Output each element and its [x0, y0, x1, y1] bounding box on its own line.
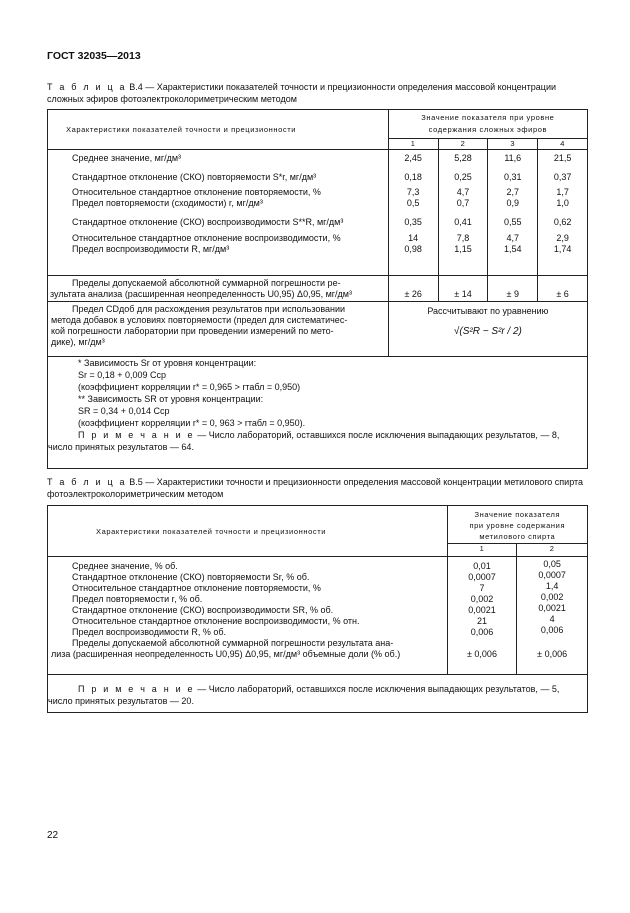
table4-labels: [48, 150, 389, 276]
remark-text: — Число лабораторий, оставшихся после исключения выпадающих результатов, — 5,: [197, 684, 560, 694]
cell: 1,4: [545, 581, 559, 591]
table5-colnum: 2: [517, 544, 588, 557]
table-row-label: Стандартное отклонение (СКО) повторяемости S*r, мг/дм³: [72, 172, 317, 182]
cell: [448, 638, 517, 649]
table-row-label: Относительное стандартное отклонение повторяемости, %: [72, 187, 321, 197]
table4-col-header: Характеристики показателей точности и прецизионности: [48, 110, 389, 150]
remark-text-2: число принятых результатов — 64.: [48, 442, 194, 452]
remark-label: П р и м е ч а н и е: [78, 684, 195, 694]
cell: 0,0007: [468, 572, 496, 582]
table5-labels: [48, 557, 448, 675]
cell: ± 6: [538, 276, 588, 302]
cell: 4,7: [506, 233, 520, 243]
table-row-label: Предел повторяемости r, % об.: [72, 594, 203, 604]
table5-col1: [447, 557, 517, 675]
table4-cd-formula-cell: [388, 302, 587, 357]
cell: ± 0,006: [466, 649, 497, 659]
table4-error-label: [48, 276, 389, 302]
page-number: 22: [47, 830, 59, 841]
cell: ± 14: [438, 276, 488, 302]
cell: 0,37: [553, 172, 572, 182]
cell: 2,45: [404, 153, 422, 163]
cell: 4: [549, 614, 555, 624]
cell: ± 0,006: [537, 649, 568, 659]
table-4: [47, 109, 588, 469]
cell: 0,35: [404, 217, 422, 227]
table-row-label: Стандартное отклонение (СКО) воспроизводимости SR, % об.: [72, 605, 334, 615]
cell: 0,55: [504, 217, 522, 227]
table4-caption: [47, 81, 587, 105]
cell: 0,31: [504, 172, 522, 182]
cell: 0,5: [406, 198, 420, 208]
table4-colnum: 2: [438, 139, 488, 150]
cell: 0,62: [553, 217, 572, 227]
table-row-label: Относительное стандартное отклонение повторяемости, %: [72, 583, 321, 593]
table5-caption-text: В.5 — Характеристики точности и прецизионности определения массовой концентрации метилового спирта фотоэлектроколориметрическим методом: [47, 477, 584, 499]
table4-colnum: 4: [538, 139, 588, 150]
table-row-label: Среднее значение, % об.: [72, 561, 178, 571]
remark-text-2: число принятых результатов — 20.: [48, 696, 194, 706]
cell: 7: [479, 583, 485, 593]
cell: 1,15: [454, 244, 472, 254]
table5-col2: [517, 557, 588, 675]
table-row-label: Среднее значение, мг/дм³: [72, 153, 182, 163]
table4-col2: [438, 150, 488, 276]
note-line: ** Зависимость SR от уровня концентрации:: [78, 394, 264, 404]
table-row-label: Предел повторяемости (сходимости) r, мг/дм³: [72, 198, 263, 208]
table5-caption: [47, 476, 587, 500]
table-row-label: Относительное стандартное отклонение воспроизводимости, %: [72, 233, 341, 243]
table4-col1: [388, 150, 438, 276]
value-header-line: при уровне содержания: [469, 521, 566, 530]
cell: 0,0007: [538, 570, 566, 580]
cell: 0,006: [470, 627, 494, 637]
cell: 1,74: [553, 244, 572, 254]
cell: 0,98: [404, 244, 422, 254]
cd-line: Предел CDдоб для расхождения результатов при использовании: [72, 304, 346, 314]
cell: 14: [408, 233, 419, 243]
cell: 5,28: [454, 153, 472, 163]
error-line-1: Пределы допускаемой абсолютной суммарной погрешности ре-: [72, 278, 341, 288]
cell: 1,0: [556, 198, 569, 208]
cell: 7,8: [456, 233, 470, 243]
value-header-line: метилового спирта: [479, 532, 556, 541]
table5-colnum: 1: [447, 544, 517, 557]
table-row-label: Стандартное отклонение (СКО) повторяемости Sr, % об.: [72, 572, 310, 582]
cell: 2,7: [506, 187, 520, 197]
table4-notes: [48, 357, 588, 469]
cell: 0,006: [540, 625, 564, 635]
error-line-2: зультата анализа (расширенная неопределенность U0,95) Δ0,95, мг/дм³: [50, 289, 352, 299]
cell: 4,7: [456, 187, 470, 197]
note-line: Sr = 0,18 + 0,009 Cср: [78, 370, 167, 380]
note-line: (коэффициент корреляции r* = 0,965 > rтабл = 0,950): [78, 382, 301, 392]
cd-line: дике), мг/дм³: [51, 337, 105, 347]
cell: 0,0021: [468, 605, 496, 615]
note-line: (коэффициент корреляции r* = 0, 963 > rтабл = 0,950).: [78, 418, 306, 428]
table4-caption-text: В.4 — Характеристики показателей точности и прецизионности определения массовой концентрации сложных эфиров фотоэлектроколориметрическим методом: [47, 82, 556, 104]
cd-formula: √(S²R − S²r / 2): [453, 326, 522, 337]
cell: ± 26: [388, 276, 438, 302]
note-line: SR = 0,34 + 0,014 Cср: [78, 406, 170, 416]
cell: 21: [476, 616, 487, 626]
cell: 0,002: [540, 592, 564, 602]
table-row-label: Пределы допускаемой абсолютной суммарной погрешности результата ана-: [72, 638, 394, 648]
calc-text: Рассчитывают по уравнению: [427, 306, 549, 316]
table4-colnum: 3: [488, 139, 538, 150]
remark-text: — Число лабораторий, оставшихся после исключения выпадающих результатов, — 8,: [197, 430, 560, 440]
cell: ± 9: [488, 276, 538, 302]
cell: 0,7: [456, 198, 470, 208]
table4-col4: [538, 150, 588, 276]
table5-notes: [48, 675, 588, 713]
table-row-label: Стандартное отклонение (СКО) воспроизводимости S**R, мг/дм³: [72, 217, 344, 227]
document-header: ГОСТ 32035—2013: [47, 50, 141, 62]
table4-colnum: 1: [388, 139, 438, 150]
cd-line: метода добавок в условиях повторяемости (предел для систематичес-: [51, 315, 348, 325]
cell: 0,18: [404, 172, 422, 182]
table4-col3: [488, 150, 538, 276]
cell: 1,7: [556, 187, 569, 197]
value-header-line: Значение показателя: [474, 510, 561, 519]
cell: 0,41: [454, 217, 472, 227]
cell: 0,05: [543, 559, 561, 569]
table-row-label: Относительное стандартное отклонение воспроизводимости, % отн.: [72, 616, 360, 626]
table5-col-header: Характеристики показателей точности и прецизионности: [48, 506, 448, 557]
note-line: * Зависимость Sr от уровня концентрации:: [78, 358, 257, 368]
table4-cd-label: [48, 302, 389, 357]
cell: 0,25: [454, 172, 472, 182]
table5-label: Т а б л и ц а: [47, 477, 127, 487]
cd-line: кой погрешности лаборатории при проведении измерений по мето-: [51, 326, 334, 336]
remark-label: П р и м е ч а н и е: [78, 430, 195, 440]
cell: [517, 636, 587, 647]
cell: 0,01: [473, 561, 491, 571]
cell: 11,6: [504, 153, 522, 163]
table5-value-header: [447, 506, 587, 544]
cell: 0,9: [506, 198, 520, 208]
table4-label: Т а б л и ц а: [47, 82, 127, 92]
table-row-label: Предел воспроизводимости R, мг/дм³: [72, 244, 230, 254]
table4-value-header: Значение показателя при уровне содержания сложных эфиров: [388, 110, 587, 139]
cell: 7,3: [406, 187, 420, 197]
table-row-label: лиза (расширенная неопределенность U0,95) Δ0,95, мг/дм³ объемные доли (% об.): [51, 649, 401, 659]
table-5: [47, 505, 588, 713]
cell: 0,002: [470, 594, 494, 604]
cell: 0,0021: [538, 603, 566, 613]
cell: 2,9: [556, 233, 569, 243]
cell: 1,54: [504, 244, 522, 254]
cell: 21,5: [553, 153, 572, 163]
table-row-label: Предел воспроизводимости R, % об.: [72, 627, 226, 637]
